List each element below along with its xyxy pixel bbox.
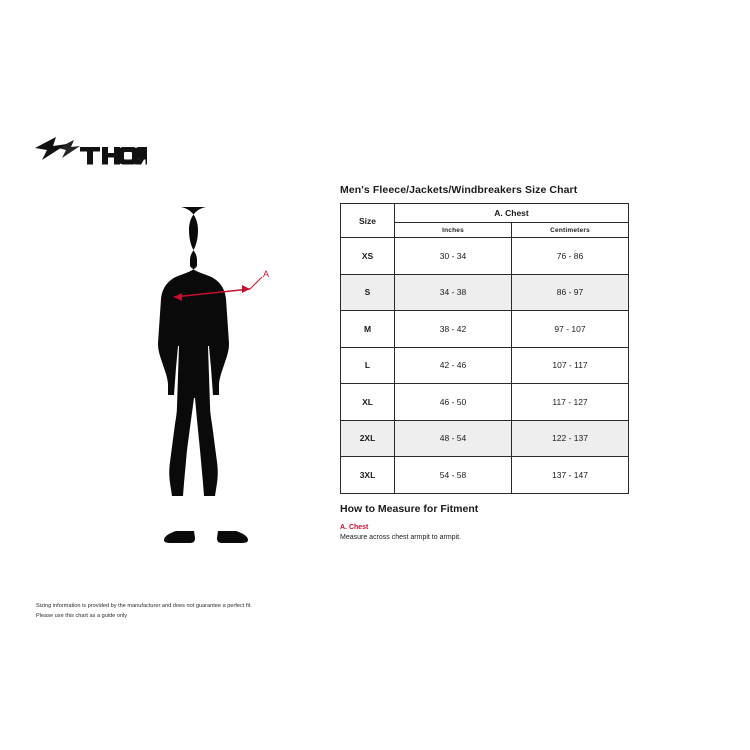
cell-centimeters: 137 - 147: [512, 457, 629, 494]
size-chart-title: Men's Fleece/Jackets/Windbreakers Size Chart: [340, 184, 578, 196]
chest-marker-label: A: [263, 269, 270, 279]
table-row: [341, 311, 629, 348]
footer-line-1: Sizing information is provided by the manufacturer and does not guarantee a perfect fit.: [36, 603, 252, 609]
table-row: [341, 347, 629, 384]
table-row: [341, 274, 629, 311]
body-silhouette: [150, 205, 305, 545]
footer-line-2: Please use this chart as a guide only: [36, 612, 128, 619]
cell-centimeters: 76 - 86: [512, 238, 629, 275]
cell-centimeters: 97 - 107: [512, 311, 629, 348]
cell-inches: 48 - 54: [395, 420, 512, 457]
table-header-row-group: [341, 204, 629, 223]
size-chart-section: [340, 184, 628, 494]
header-centimeters: Centimeters: [512, 223, 629, 238]
cell-inches: 34 - 38: [395, 274, 512, 311]
cell-inches: 46 - 50: [395, 384, 512, 421]
cell-size: M: [341, 311, 395, 348]
header-chest-group: A. Chest: [395, 204, 629, 223]
cell-size: XL: [341, 384, 395, 421]
table-row: [341, 457, 629, 494]
table-row: [341, 384, 629, 421]
thor-logo: [32, 133, 147, 169]
cell-centimeters: 107 - 117: [512, 347, 629, 384]
how-to-measure-key: A. Chest: [340, 524, 369, 531]
cell-inches: 38 - 42: [395, 311, 512, 348]
cell-inches: 54 - 58: [395, 457, 512, 494]
cell-size: XS: [341, 238, 395, 275]
cell-size: L: [341, 347, 395, 384]
table-row: [341, 420, 629, 457]
cell-centimeters: 122 - 137: [512, 420, 629, 457]
header-inches: Inches: [395, 223, 512, 238]
how-to-measure-text: Measure across chest armpit to armpit.: [340, 534, 461, 541]
header-size: Size: [341, 204, 395, 238]
cell-centimeters: 86 - 97: [512, 274, 629, 311]
how-to-measure-title: How to Measure for Fitment: [340, 503, 479, 515]
cell-inches: 42 - 46: [395, 347, 512, 384]
footer-disclaimer: [36, 602, 376, 622]
size-chart-table: [340, 203, 629, 494]
how-to-measure-section: [340, 503, 640, 541]
table-row: [341, 238, 629, 275]
cell-size: S: [341, 274, 395, 311]
cell-size: 2XL: [341, 420, 395, 457]
cell-inches: 30 - 34: [395, 238, 512, 275]
cell-size: 3XL: [341, 457, 395, 494]
cell-centimeters: 117 - 127: [512, 384, 629, 421]
